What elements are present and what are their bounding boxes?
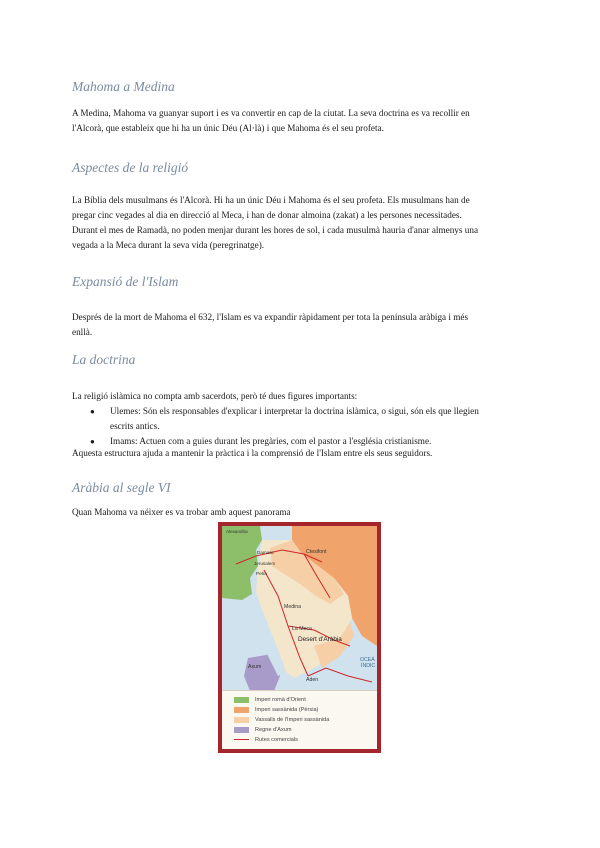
paragraph-doctrina-outro: Aquesta estructura ajuda a mantenir la pràctica i la comprensió de l'Islam entre els seus seguidors. [72, 448, 433, 458]
legend-label: Rutes comercials [255, 736, 298, 743]
heading-aspectes-religio: Aspectes de la religió [72, 160, 189, 175]
legend-label: Imperi romà d'Orient [255, 696, 306, 703]
heading-mahoma-medina: Mahoma a Medina [72, 79, 175, 94]
label-jerusalem: Jerusalem [254, 561, 276, 566]
legend-route-line [234, 739, 249, 740]
label-indic: ÍNDIC [361, 663, 376, 669]
legend-item [234, 725, 292, 734]
label-aden: Aden [306, 677, 319, 683]
label-desert: Desert d'Aràbia [298, 636, 342, 643]
text-line: Imams: Actuen com a guies durant les pregàries, com el pastor a l'església cristianisme. [110, 436, 432, 446]
map-legend [222, 690, 377, 749]
heading-doctrina: La doctrina [72, 352, 136, 367]
legend-label: Imperi sassànida (Pèrsia) [255, 706, 319, 713]
legend-item [234, 695, 306, 704]
label-ocea: OCEÀ [360, 657, 375, 663]
legend-swatch [234, 707, 249, 713]
legend-item [234, 705, 318, 714]
text-line: l'Alcorà, que estableix que hi ha un únic Déu (Al·là) i que Mahoma és el seu profeta. [72, 123, 384, 133]
label-damasc: Damasc [257, 550, 274, 555]
bullet-icon: ● [90, 407, 95, 416]
text-line: pregar cinc vegades al dia en direcció al Meca, i han de donar almoina (zakat) a les persones necessitades. [72, 210, 462, 220]
paragraph-arabia-intro: Quan Mahoma va néixer es va trobar amb aquest panorama [72, 507, 291, 517]
label-axum: Axum [248, 664, 262, 670]
label-ctesifont: Ctesifont [306, 549, 327, 555]
legend-item [234, 715, 329, 724]
text-line: La Bíblia dels musulmans és l'Alcorà. Hi ha un únic Déu i Mahoma és el seu profeta. Els musulmans han de [72, 195, 470, 205]
text-line: escrits antics. [110, 421, 160, 431]
doctrina-bullet-list [72, 404, 528, 449]
text-line: enllà. [72, 327, 93, 337]
text-line: Durant el mes de Ramadà, no poden menjar durant les hores de sol, i cada musulmà hauria d'anar almenys una [72, 225, 479, 235]
text-line: Ulemes: Són els responsables d'explicar i interpretar la doctrina islàmica, o sigui, són els que llegien [110, 406, 479, 416]
label-petra: Petra [256, 571, 267, 576]
legend-label: Regne d'Axum [255, 726, 292, 733]
label-alexandria: Alexandria [226, 529, 248, 534]
text-line: Després de la mort de Mahoma el 632, l'Islam es va expandir ràpidament per tota la península aràbiga i més [72, 312, 469, 322]
paragraph-doctrina-intro: La religió islàmica no compta amb sacerdots, però té dues figures importants: [72, 391, 358, 401]
legend-swatch [234, 727, 249, 733]
paragraph-mahoma-medina [72, 106, 528, 136]
legend-item [234, 735, 298, 744]
legend-swatch [234, 697, 249, 703]
legend-swatch [234, 717, 249, 723]
paragraph-aspectes-religio [72, 193, 528, 253]
bullet-icon: ● [90, 437, 95, 446]
label-meca: La Meca [292, 626, 312, 632]
map-arabia-segle-vi [218, 522, 381, 753]
label-medina: Medina [284, 604, 302, 610]
list-item-ulemes [72, 404, 528, 434]
heading-expansio-islam: Expansió de l'Islam [72, 274, 179, 289]
paragraph-expansio-islam [72, 310, 528, 340]
text-line: vegada a la Meca durant la seva vida (peregrinatge). [72, 240, 265, 250]
text-line: A Medina, Mahoma va guanyar suport i es va convertir en cap de la ciutat. La seva doctrina es va recollir en [72, 108, 470, 118]
legend-label: Vassalls de l'Imperi sassànida [255, 716, 330, 723]
heading-arabia-segle-vi: Aràbia al segle VI [72, 480, 171, 495]
